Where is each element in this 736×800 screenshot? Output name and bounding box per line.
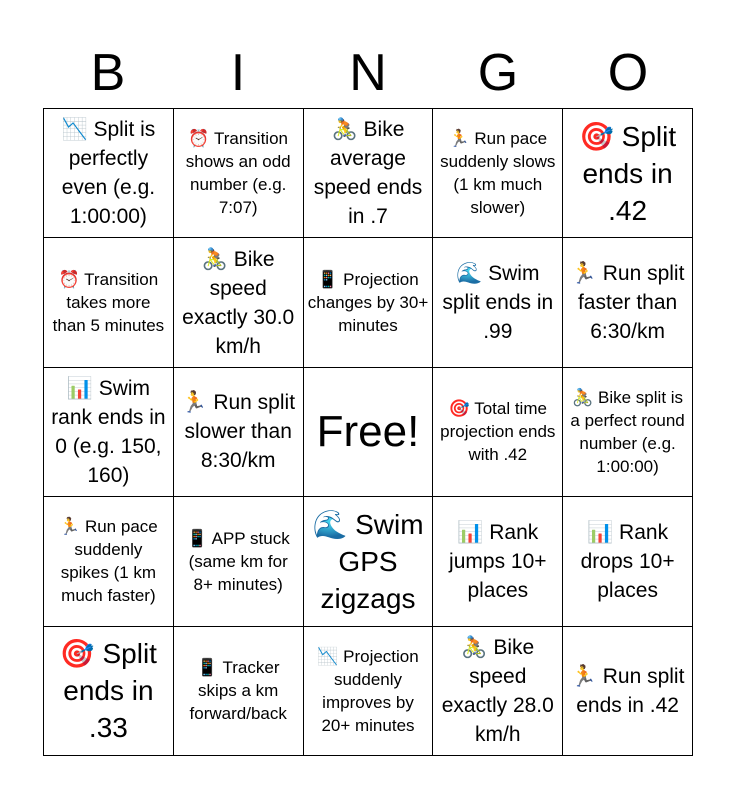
bingo-cell-r4c4[interactable]: [433, 497, 563, 626]
bingo-cell-text: 🚴 Bike speed exactly 28.0 km/h: [441, 635, 554, 746]
bingo-header: [43, 40, 693, 106]
bingo-cell-text: Free!: [316, 406, 420, 456]
bingo-cell-r4c1[interactable]: [44, 497, 174, 626]
bingo-cell-r1c5[interactable]: [563, 109, 693, 238]
bingo-cell-r5c2[interactable]: [174, 627, 304, 756]
bingo-cell-text: 🏃 Run split ends in .42: [570, 664, 685, 717]
bingo-cell-r1c2[interactable]: [174, 109, 304, 238]
bingo-cell-r5c5[interactable]: [563, 627, 693, 756]
bingo-cell-text: 📊 Rank drops 10+ places: [580, 520, 675, 602]
bingo-cell-text: 🎯 Split ends in .33: [59, 638, 157, 744]
bingo-cell-text: ⏰ Transition shows an odd number (e.g. 7:07): [185, 129, 291, 218]
bingo-cell-text: 🎯 Total time projection ends with .42: [440, 399, 556, 465]
bingo-cell-text: 🏃 Run pace suddenly slows (1 km much slower): [440, 129, 556, 218]
bingo-cell-text: 📉 Projection suddenly improves by 20+ minutes: [317, 646, 419, 735]
bingo-cell-r3c1[interactable]: [44, 368, 174, 497]
bingo-cell-text: 📊 Rank jumps 10+ places: [449, 520, 547, 602]
bingo-cell-r5c3[interactable]: [304, 627, 434, 756]
bingo-cell-r5c4[interactable]: [433, 627, 563, 756]
bingo-grid: [43, 108, 693, 756]
bingo-cell-r5c1[interactable]: [44, 627, 174, 756]
header-letter-n: N: [349, 44, 387, 102]
header-letter-g: G: [477, 44, 519, 102]
header-letter-i: I: [230, 44, 246, 102]
bingo-cell-text: 🚴 Bike split is a perfect round number (e.g. 1:00:00): [570, 387, 685, 476]
bingo-cell-r2c5[interactable]: [563, 238, 693, 367]
bingo-cell-text: 📉 Split is perfectly even (e.g. 1:00:00): [61, 118, 156, 229]
bingo-cell-r2c1[interactable]: [44, 238, 174, 367]
bingo-cell-r4c2[interactable]: [174, 497, 304, 626]
bingo-cell-r1c4[interactable]: [433, 109, 563, 238]
bingo-cell-r4c5[interactable]: [563, 497, 693, 626]
bingo-cell-text: 🏃 Run split slower than 8:30/km: [181, 391, 296, 473]
bingo-cell-text: 🚴 Bike average speed ends in .7: [313, 118, 423, 229]
bingo-cell-text: 🎯 Split ends in .42: [579, 120, 677, 226]
bingo-cell-r3c5[interactable]: [563, 368, 693, 497]
bingo-cell-r4c3[interactable]: [304, 497, 434, 626]
bingo-cell-r2c2[interactable]: [174, 238, 304, 367]
bingo-cell-text: 🌊 Swim GPS zigzags: [312, 508, 424, 614]
bingo-cell-text: 📱 Tracker skips a km forward/back: [189, 658, 287, 724]
bingo-cell-text: 🏃 Run split faster than 6:30/km: [570, 262, 685, 344]
header-letter-o: O: [607, 44, 649, 102]
bingo-cell-text: 📱 APP stuck (same km for 8+ minutes): [186, 528, 290, 594]
bingo-cell-text: 📱 Projection changes by 30+ minutes: [307, 270, 429, 336]
header-letter-b: B: [90, 44, 126, 102]
bingo-cell-r2c4[interactable]: [433, 238, 563, 367]
bingo-cell-text: ⏰ Transition takes more than 5 minutes: [52, 270, 165, 336]
bingo-cell-r1c3[interactable]: [304, 109, 434, 238]
bingo-cell-r3c4[interactable]: [433, 368, 563, 497]
bingo-cell-free[interactable]: [304, 368, 434, 497]
bingo-cell-text: 🏃 Run pace suddenly spikes (1 km much faster): [59, 517, 158, 606]
bingo-cell-r3c2[interactable]: [174, 368, 304, 497]
bingo-cell-text: 🌊 Swim split ends in .99: [442, 262, 554, 344]
bingo-cell-r1c1[interactable]: [44, 109, 174, 238]
bingo-cell-text: 🚴 Bike speed exactly 30.0 km/h: [182, 247, 295, 358]
bingo-cell-text: 📊 Swim rank ends in 0 (e.g. 150, 160): [51, 376, 166, 487]
bingo-cell-r2c3[interactable]: [304, 238, 434, 367]
